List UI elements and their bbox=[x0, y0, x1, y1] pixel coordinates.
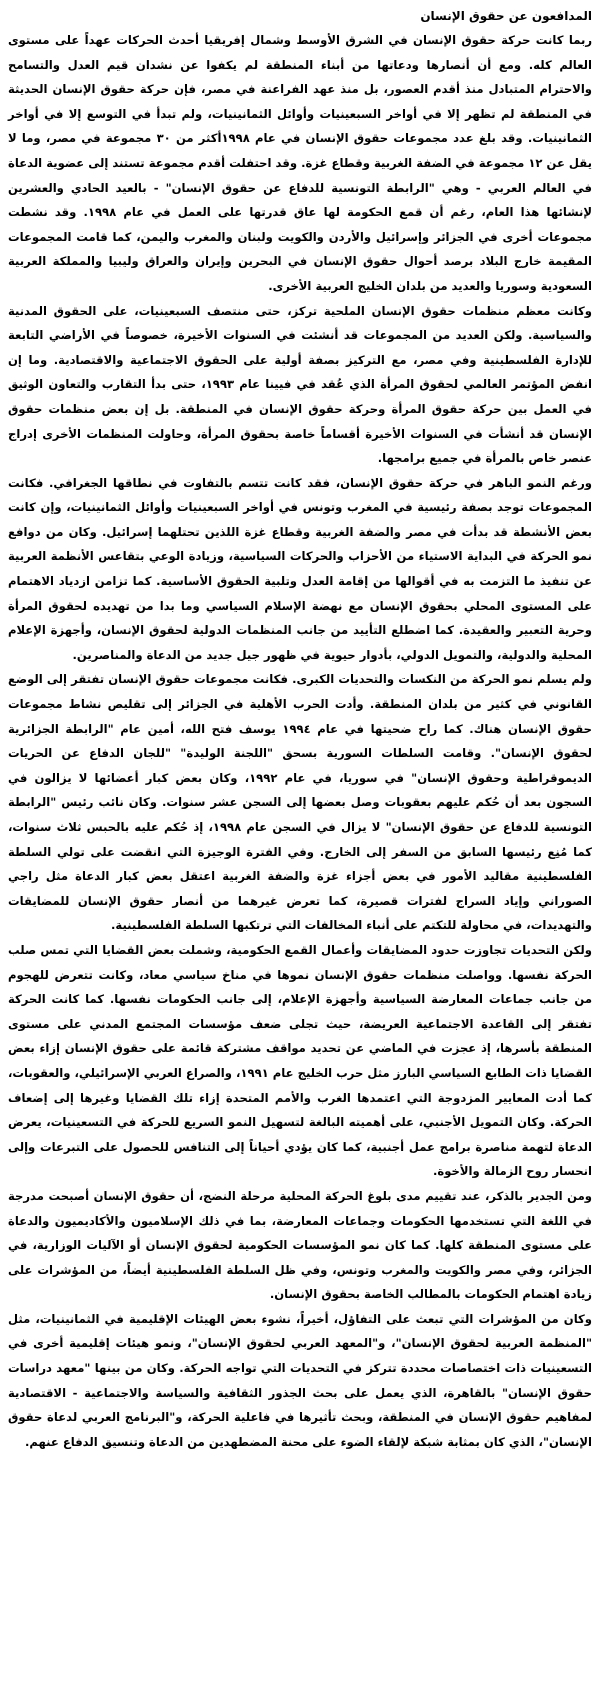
paragraph-challenges: ولكن التحديات تجاوزت حدود المضايقات وأعمال القمع الحكومية، وشملت بعض القضايا التي تمس صلب الحركة نفسها. وواصلت منظمات حقوق الإنسان نموها في مناخ سياسي معاد، وكانت تتعرض للهجوم من جانب جماعات المعارضة السياسية وأجهزة الإعلام، إلى جانب الحكومات نفسها. كما كانت الحركة تفتقر إلى القاعدة الاجتماعية العريضة، حيث تجلى ضعف مؤسسات المجتمع المدني على مستوى المنطقة بأسرها، إذ عجزت في الماضي عن تحديد مواقف مشتركة قائمة على حقوق الإنسان إزاء بعض القضايا ذات الطابع السياسي البارز مثل حرب الخليج عام ١٩٩١، والصراع العربي الإسرائيلي، والعقوبات، كما أدت المعايير المزدوجة التي اعتمدها الغرب والأمم المتحدة إزاء تلك القضايا وغيرها إلى إضعاف الحركة. وكان التمويل الأجنبي، على أهميته البالغة لتسهيل النمو السريع للحركة في التسعينيات، يعرض الدعاة لتهمة مناصرة برامج عمل أجنبية، كما كان يؤدي أحياناً إلى التنافس للحصول على التبرعات وإلى انحسار روح الزمالة والأخوة. bbox=[8, 942, 592, 1179]
paragraph-growth: ورغم النمو الباهر في حركة حقوق الإنسان، فقد كانت تتسم بالتفاوت في نطاقها الجغرافي. فكانت المجموعات توجد بصفة رئيسية في المغرب وتونس في أواخر السبعينيات وأوائل الثمانينيات، وإن كانت بعض الأنشطة قد بدأت في مصر والضفة الغربية وقطاع غزة اللذين تحتلهما إسرائيل. وكان من دوافع نمو الحركة في البداية الاستياء من الأحزاب والحركات السياسية، وزيادة الوعي بتقاعس الأنظمة العربية عن تنفيذ ما التزمت به في أقوالها من إقامة العدل وتلبية الحقوق الأساسية. كما تزامن ازدياد الاهتمام على المستوى المحلي بحقوق الإنسان مع نهضة الإسلام السياسي وما بدا من تهديده لحقوق المرأة وحرية التعبير والعقيدة. كما اضطلع التأييد من جانب المنظمات الدولية لحقوق الإنسان، وأجهزة الإعلام المحلية والدولية، والتمويل الدولي، بأدوار حيوية في ظهور جيل جديد من الدعاة والمناصرين. bbox=[8, 475, 592, 662]
document-title: المدافعون عن حقوق الإنسان bbox=[420, 9, 592, 23]
paragraph-womens-rights: وكانت معظم منظمات حقوق الإنسان الملحية تركز، حتى منتصف السبعينيات، على الحقوق المدنية والسياسية. ولكن العديد من المجموعات قد أنشئت في السنوات الأخيرة، خصوصاً في الأراضي التابعة للإدارة الفلسطينية وفي مصر، مع التركيز بصفة أولية على الحقوق الاجتماعية والاقتصادية. وما إن انفض المؤتمر العالمي لحقوق المرأة الذي عُقد في فيينا عام ١٩٩٣، حتى بدأ التقارب والتعاون الوثيق في العمل بين حركة حقوق المرأة وحركة حقوق الإنسان في المنطقة. بل إن بعض منظمات حقوق الإنسان قد أنشأت في السنوات الأخيرة أقساماً خاصة بحقوق المرأة، وحاولت المنظمات الأخرى إدراج عنصر خاص بالمرأة في جميع برامجها. bbox=[8, 303, 592, 466]
paragraph-regional-bodies: وكان من المؤشرات التي تبعث على التفاؤل، أخيراً، نشوء بعض الهيئات الإقليمية في الثمانينيات، مثل "المنظمة العربية لحقوق الإنسان"، و"المعهد العربي لحقوق الإنسان"، ونمو هيئات إقليمية أخرى في التسعينيات ذات اختصاصات محددة تتركز في التحديات التي تواجه الحركة. وكان من بينها "معهد دراسات حقوق الإنسان" بالقاهرة، الذي يعمل على بحث الجذور الثقافية والسياسة والاجتماعية - الاقتصادية لمفاهيم حقوق الإنسان في المنطقة، وبحث تأثيرها في فاعلية الحركة، و"البرنامج العربي لدعاة حقوق الإنسان"، الذي كان بمثابة شبكة لإلقاء الضوء على محنة المضطهدين من الدعاة وتنسيق الدفاع عنهم. bbox=[8, 1311, 592, 1449]
paragraph-setbacks: ولم يسلم نمو الحركة من النكسات والتحديات الكبرى. فكانت مجموعات حقوق الإنسان تفتقر إلى الوضع القانوني في كثير من بلدان المنطقة. وأدت الحرب الأهلية في الجزائر إلى تقليص نشاط مجموعات حقوق الإنسان هناك. كما راح ضحيتها في عام ١٩٩٤ يوسف فتح الله، أمين عام "الرابطة الجزائرية لحقوق الإنسان". وقامت السلطات السورية بسحق "اللجنة الوليدة" "للجان الدفاع عن الحريات الديموقراطية وحقوق الإنسان" في سوريا، في عام ١٩٩٢، وكان بعض كبار أعضائها لا يزالون في السجون بعد أن حُكم عليهم بعقوبات وصل بعضها إلى السجن عشر سنوات. وكان نائب رئيس "الرابطة التونسية للدفاع عن حقوق الإنسان" لا يزال في السجن عام ١٩٩٨، إذ حُكم عليه بالحبس ثلاث سنوات، كما مُنِع رئيسها السابق من السفر إلى الخارج. وفي الفترة الوجيزة التي انقضت على تولي السلطة الفلسطينية مقاليد الأمور في بعض أجزاء غزة والضفة الغربية اعتقل بعض كبار الدعاة مثل راجي الصوراني وإياد السراج لفترات قصيرة، كما تعرض غيرهما من أنصار حقوق الإنسان للمضايقات والتهديدات، في محاولة للتكتم على أنباء المخالفات التي ترتكبها السلطة الفلسطينية. bbox=[8, 672, 593, 933]
paragraph-intro: ربما كانت حركة حقوق الإنسان في الشرق الأوسط وشمال إفريقيا أحدث الحركات عهداً على مستوى العالم كله. ومع أن أنصارها ودعاتها من أبناء المنطقة لم يكفوا عن نشدان قيم العدل والتسامح والاحترام المتبادل منذ أقدم العصور، بل منذ عهد الفراعنة في مصر، فإن حركة حقوق الإنسان الحديثة في المنطقة لم تظهر إلا في أواخر السبعينيات وأوائل الثمانينيات، ولم تبدأ في التوسع إلا في أواخر الثمانينيات. وقد بلغ عدد مجموعات حقوق الإنسان في عام ١٩٩٨أكثر من ٣٠ مجموعة في مصر، وما لا يقل عن ١٢ مجموعة في الضفة الغربية وقطاع غزة. وقد احتفلت أقدم مجموعة تستند إلى عضوية الدعاة في العالم العربي - وهي "الرابطة التونسية للدفاع عن حقوق الإنسان" - بالعيد الحادي والعشرين لإنشائها هذا العام، رغم أن قمع الحكومة لها عاق قدرتها على العمل في عام ١٩٩٨. وقد نشطت مجموعات أخرى في الجزائر وإسرائيل والأردن والكويت ولبنان والمغرب واليمن، كما قامت المجموعات المقيمة خارج البلاد برصد أحوال حقوق الإنسان في البحرين وإيران والعراق وليبيا والمملكة العربية السعودية وسوريا والعديد من بلدان الخليج العربية الأخرى. bbox=[8, 33, 592, 293]
paragraph-maturity: ومن الجدير بالذكر، عند تقييم مدى بلوغ الحركة المحلية مرحلة النضج، أن حقوق الإنسان أصبحت مدرجة في اللغة التي تستخدمها الحكومات وجماعات المعارضة، بما في ذلك الإسلاميون والأكاديميون والدعاة على مستوى المنطقة كلها. كما كان نمو المؤسسات الحكومية لحقوق الإنسان أو الآليات الوزارية، في الجزائر، وفي مصر والكويت والمغرب وتونس، وفي ظل السلطة الفلسطينية أيضاً، من المؤشرات على زيادة اهتمام الحكومات بالمطالب الخاصة بحقوق الإنسان. bbox=[8, 1188, 592, 1302]
